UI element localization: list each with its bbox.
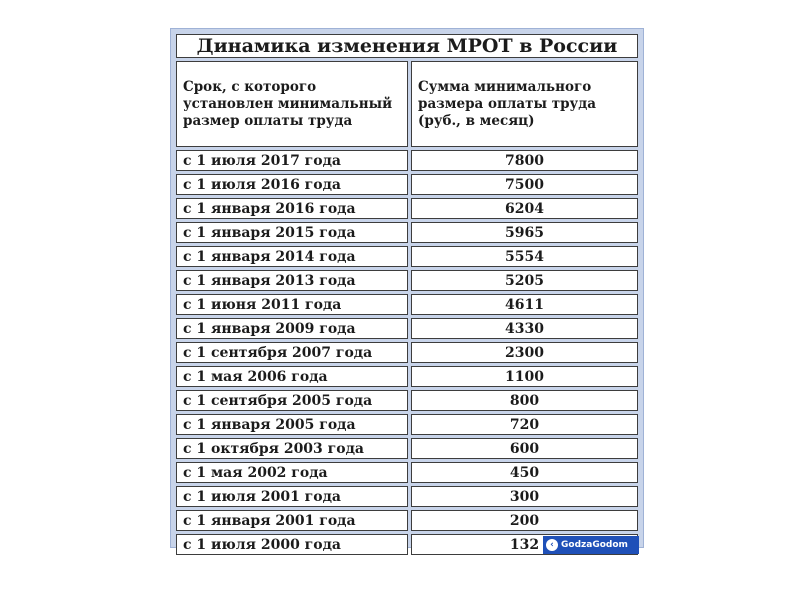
row-value-text: 720 <box>509 416 540 433</box>
row-date-cell: с 1 января 2016 года <box>176 198 408 219</box>
row-value-cell <box>411 270 638 291</box>
title-row <box>176 34 638 58</box>
row-value-cell <box>411 198 638 219</box>
row-value-text: 132 <box>509 536 540 553</box>
row-value-cell <box>411 222 638 243</box>
row-date-cell: с 1 января 2009 года <box>176 318 408 339</box>
row-value-text: 5965 <box>505 224 544 241</box>
table-row <box>176 198 638 219</box>
table-row <box>176 414 638 435</box>
table-row <box>176 174 638 195</box>
row-value-cell <box>411 318 638 339</box>
row-value-cell <box>411 342 638 363</box>
mrot-table <box>173 31 641 558</box>
row-value-text: 4611 <box>505 296 544 313</box>
table-row <box>176 390 638 411</box>
row-date-cell: с 1 января 2005 года <box>176 414 408 435</box>
row-date-cell: с 1 января 2013 года <box>176 270 408 291</box>
row-date-cell: с 1 мая 2002 года <box>176 462 408 483</box>
arrow-left-circle-icon: ‹ <box>546 539 558 551</box>
table-row <box>176 222 638 243</box>
row-date-cell: с 1 сентября 2005 года <box>176 390 408 411</box>
row-value-text: 1100 <box>505 368 544 385</box>
table-row <box>176 318 638 339</box>
column-header-date: Срок, с которого установлен минимальный размер оплаты труда <box>176 61 408 147</box>
row-value-text: 200 <box>509 512 540 529</box>
row-value-cell <box>411 438 638 459</box>
row-value-cell <box>411 366 638 387</box>
row-date-cell: с 1 сентября 2007 года <box>176 342 408 363</box>
table-row <box>176 342 638 363</box>
table-row <box>176 486 638 507</box>
table-row <box>176 246 638 267</box>
row-value-cell <box>411 294 638 315</box>
column-header-value: Сумма минимального размера оплаты труда (руб., в месяц) <box>411 61 638 147</box>
row-date-cell: с 1 января 2001 года <box>176 510 408 531</box>
table-row <box>176 270 638 291</box>
row-date-cell: с 1 октября 2003 года <box>176 438 408 459</box>
row-value-cell <box>411 390 638 411</box>
header-row <box>176 61 638 147</box>
row-date-cell: с 1 июня 2011 года <box>176 294 408 315</box>
table-title: Динамика изменения МРОТ в России <box>176 34 638 58</box>
row-value-cell <box>411 534 638 555</box>
table-row <box>176 294 638 315</box>
row-value-cell <box>411 462 638 483</box>
row-date-cell: с 1 июля 2001 года <box>176 486 408 507</box>
row-value-text: 7800 <box>505 152 544 169</box>
row-value-text: 300 <box>509 488 540 505</box>
row-value-text: 450 <box>509 464 540 481</box>
table-row <box>176 438 638 459</box>
row-value-cell <box>411 510 638 531</box>
table-row <box>176 462 638 483</box>
row-value-cell <box>411 246 638 267</box>
row-value-text: 2300 <box>505 344 544 361</box>
row-value-text: 5554 <box>505 248 544 265</box>
watermark-logo <box>543 536 639 554</box>
row-value-cell <box>411 174 638 195</box>
row-value-text: 7500 <box>505 176 544 193</box>
row-date-cell: с 1 мая 2006 года <box>176 366 408 387</box>
row-value-cell <box>411 414 638 435</box>
table-row <box>176 150 638 171</box>
row-date-cell: с 1 января 2015 года <box>176 222 408 243</box>
row-date-cell: с 1 июля 2000 года <box>176 534 408 555</box>
watermark-text: GodzaGodom <box>561 540 628 550</box>
row-date-cell: с 1 июля 2017 года <box>176 150 408 171</box>
row-date-cell: с 1 января 2014 года <box>176 246 408 267</box>
table-row <box>176 534 638 555</box>
row-date-cell: с 1 июля 2016 года <box>176 174 408 195</box>
table-row <box>176 510 638 531</box>
table-row <box>176 366 638 387</box>
row-value-text: 4330 <box>505 320 544 337</box>
row-value-cell <box>411 486 638 507</box>
mrot-table-frame <box>170 28 644 553</box>
row-value-text: 5205 <box>505 272 544 289</box>
row-value-text: 600 <box>509 440 540 457</box>
row-value-text: 800 <box>509 392 540 409</box>
row-value-cell <box>411 150 638 171</box>
row-value-text: 6204 <box>505 200 544 217</box>
